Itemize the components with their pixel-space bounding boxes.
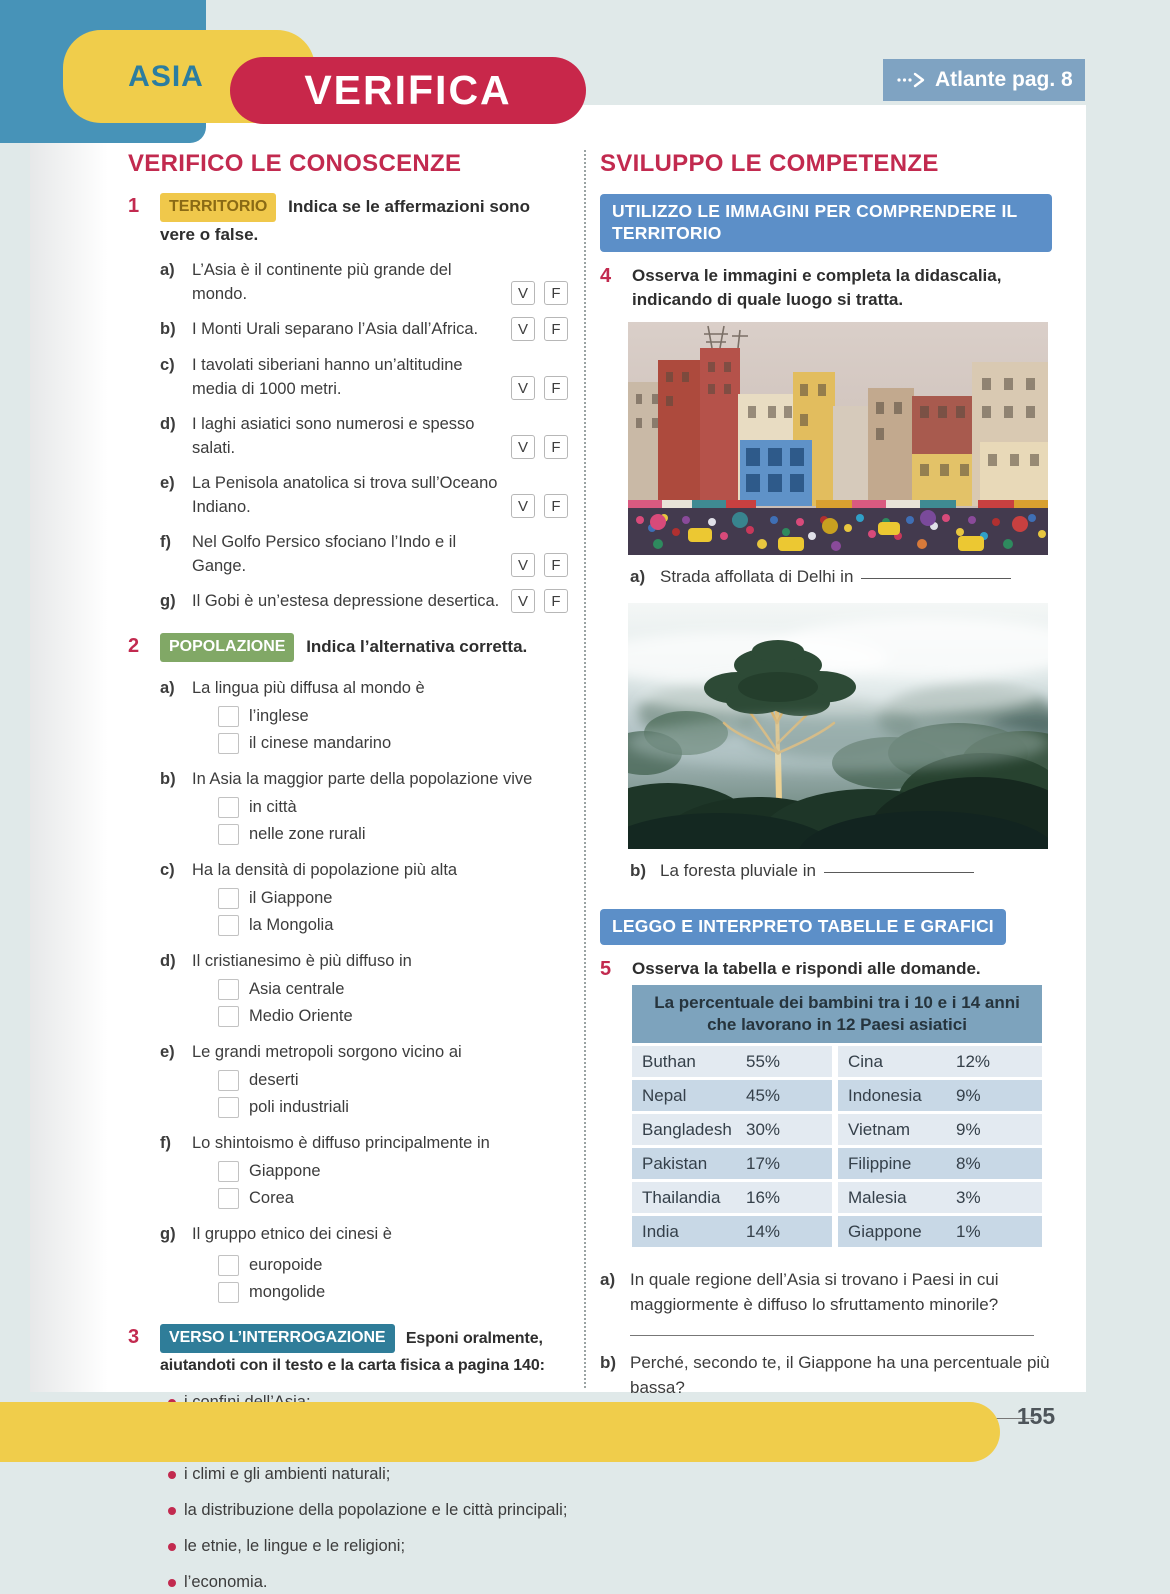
value-cell: 17% (740, 1148, 832, 1179)
country-cell: Malesia (838, 1182, 950, 1213)
option-checkbox[interactable] (218, 1255, 239, 1276)
question-text: Il gruppo etnico dei cinesi è (192, 1225, 392, 1243)
option-label: Corea (249, 1189, 294, 1207)
true-checkbox[interactable]: V (511, 589, 535, 613)
item-label: d) (160, 415, 176, 433)
item-label: d) (160, 952, 176, 970)
bullet-icon (168, 1507, 176, 1515)
true-checkbox[interactable]: V (511, 553, 535, 577)
true-checkbox[interactable]: V (511, 376, 535, 400)
true-checkbox[interactable]: V (511, 435, 535, 459)
bullet-text: i climi e gli ambienti naturali; (184, 1465, 391, 1483)
question-label: b) (600, 1352, 617, 1372)
child-labour-table (632, 985, 1042, 1247)
question-text: Ha la densità di popolazione più alta (192, 861, 458, 879)
option-checkbox[interactable] (218, 1070, 239, 1091)
list-item (168, 1463, 568, 1486)
value-cell: 16% (740, 1182, 832, 1213)
item-label: f) (160, 1134, 171, 1152)
country-cell: Nepal (632, 1080, 740, 1111)
false-checkbox[interactable]: F (544, 553, 568, 577)
mc-question (160, 949, 568, 1027)
exercise-number: 3 (128, 1326, 140, 1348)
item-label: g) (160, 592, 176, 610)
statement-text: I laghi asiatici sono numerosi e spesso salati. (192, 415, 475, 457)
verifica-tab-label: VERIFICA (304, 67, 512, 113)
option-checkbox[interactable] (218, 1097, 239, 1118)
bullet-text: la distribuzione della popolazione e le città principali; (184, 1501, 568, 1519)
value-cell: 14% (740, 1216, 832, 1247)
mc-question (160, 1040, 568, 1118)
option-checkbox[interactable] (218, 1188, 239, 1209)
caption-blank[interactable] (824, 872, 974, 873)
question-text: Perché, secondo te, il Giappone ha una percentuale più bassa? (630, 1352, 1050, 1397)
option-checkbox[interactable] (218, 733, 239, 754)
table-row (632, 1080, 1042, 1111)
exercise-number: 1 (128, 195, 140, 217)
table-row (632, 1148, 1042, 1179)
option-label: mongolide (249, 1283, 326, 1301)
question-b (600, 1350, 1062, 1400)
option-label: europoide (249, 1256, 323, 1274)
country-cell: Filippine (838, 1148, 950, 1179)
option-label: Giappone (249, 1162, 321, 1180)
list-item (168, 1499, 568, 1522)
item-label: c) (160, 356, 175, 374)
value-cell: 9% (950, 1080, 1042, 1111)
table-row (632, 1216, 1042, 1247)
country-cell: Indonesia (838, 1080, 950, 1111)
exercise-instruction: Osserva le immagini e completa la didascalia, indicando di quale luogo si tratta. (632, 265, 1002, 309)
exercise-number: 4 (600, 264, 612, 287)
option-checkbox[interactable] (218, 1282, 239, 1303)
caption-text: La foresta pluviale in (660, 860, 816, 880)
table-row (632, 1114, 1042, 1145)
awnings (628, 500, 1048, 509)
option-label: Asia centrale (249, 980, 345, 998)
topic-badge-interrogazione: VERSO L’INTERROGAZIONE (160, 1324, 395, 1353)
section-heading-knowledge: VERIFICO LE CONOSCENZE (128, 150, 462, 177)
exercise-number: 5 (600, 957, 612, 980)
photo-caption-b (630, 859, 1062, 883)
statement-row (160, 530, 568, 578)
true-checkbox[interactable]: V (511, 494, 535, 518)
question-text: In Asia la maggior parte della popolazione vive (192, 770, 533, 788)
option-checkbox[interactable] (218, 1161, 239, 1182)
exercise-instruction: Esponi oralmente, aiutandoti con il testo e la carta fisica a pagina 140: (160, 1330, 545, 1374)
item-label: g) (160, 1225, 176, 1243)
statement-text: La Penisola anatolica si trova sull’Oceano Indiano. (192, 474, 498, 516)
atlas-link-label: Atlante pag. 8 (935, 68, 1073, 91)
unit-tab-label: ASIA (128, 59, 204, 93)
exercise-instruction: Indica se le affermazioni sono vere o false. (160, 197, 530, 244)
answer-line[interactable] (630, 1333, 1034, 1336)
item-label: e) (160, 1043, 175, 1061)
exercise-4 (600, 264, 1062, 312)
bullet-text: le etnie, le lingue e le religioni; (184, 1537, 406, 1555)
statement-text: Il Gobi è un’estesa depressione desertica. (192, 592, 500, 610)
value-cell: 8% (950, 1148, 1042, 1179)
page-number: 155 (1016, 1403, 1056, 1429)
exercise-number: 2 (128, 635, 140, 657)
option-checkbox[interactable] (218, 797, 239, 818)
country-cell: Thailandia (632, 1182, 740, 1213)
option-checkbox[interactable] (218, 706, 239, 727)
item-label: b) (160, 320, 176, 338)
item-label: e) (160, 474, 175, 492)
mc-question (160, 676, 568, 754)
topic-badge-territorio: TERRITORIO (160, 193, 276, 222)
value-cell: 9% (950, 1114, 1042, 1145)
value-cell: 1% (950, 1216, 1042, 1247)
caption-text: Strada affollata di Delhi in (660, 566, 854, 586)
footer-bar (0, 1402, 1000, 1462)
table-row (632, 1046, 1042, 1077)
value-cell: 12% (950, 1046, 1042, 1077)
atlas-link[interactable] (883, 59, 1085, 101)
value-cell: 30% (740, 1114, 832, 1145)
statement-text: I Monti Urali separano l’Asia dall’Africa. (192, 320, 479, 338)
value-cell: 55% (740, 1046, 832, 1077)
list-item (168, 1535, 568, 1558)
table-row (632, 1182, 1042, 1213)
false-checkbox[interactable]: F (544, 317, 568, 341)
option-label: nelle zone rurali (249, 825, 366, 843)
true-checkbox[interactable]: V (511, 281, 535, 305)
statement-row (160, 258, 568, 306)
option-label: Medio Oriente (249, 1007, 353, 1025)
exercise-2 (128, 634, 568, 1303)
section-heading-competences: SVILUPPO LE COMPETENZE (600, 150, 939, 177)
bullet-icon (168, 1543, 176, 1551)
statement-row (160, 317, 568, 342)
bullet-text: l’economia. (184, 1573, 268, 1591)
statement-row (160, 353, 568, 401)
delhi-street-photo (628, 322, 1048, 555)
rainforest-photo (628, 603, 1048, 849)
topic-badge-popolazione: POPOLAZIONE (160, 633, 294, 662)
item-label: c) (160, 861, 175, 879)
false-checkbox[interactable]: F (544, 494, 568, 518)
option-label: il Giappone (249, 889, 333, 907)
statement-row (160, 589, 568, 614)
exercise-instruction: Osserva la tabella e rispondi alle domande. (632, 958, 981, 978)
option-label: il cinese mandarino (249, 734, 392, 752)
option-checkbox[interactable] (218, 824, 239, 845)
list-item (168, 1571, 568, 1594)
item-label: f) (160, 533, 171, 551)
option-checkbox[interactable] (218, 979, 239, 1000)
question-text: La lingua più diffusa al mondo è (192, 679, 425, 697)
statement-text: I tavolati siberiani hanno un’altitudine media di 1000 metri. (192, 356, 463, 398)
value-cell: 3% (950, 1182, 1042, 1213)
country-cell: Cina (838, 1046, 950, 1077)
question-label: a) (600, 1269, 616, 1289)
caption-label: b) (630, 860, 647, 880)
exercise-instruction: Indica l’alternativa corretta. (306, 637, 528, 656)
exercise-5 (600, 957, 1062, 981)
bullet-icon (168, 1471, 176, 1479)
question-text: Le grandi metropoli sorgono vicino ai (192, 1043, 462, 1061)
country-cell: Pakistan (632, 1148, 740, 1179)
false-checkbox[interactable]: F (544, 281, 568, 305)
country-cell: Vietnam (838, 1114, 950, 1145)
low-mist (628, 715, 1048, 771)
option-label: la Mongolia (249, 916, 334, 934)
photo-caption-a (630, 565, 1062, 589)
country-cell: Buthan (632, 1046, 740, 1077)
dashed-arrow-icon (896, 72, 926, 88)
bullet-icon (168, 1579, 176, 1587)
country-cell: India (632, 1216, 740, 1247)
country-cell: Bangladesh (632, 1114, 740, 1145)
mc-question (160, 858, 568, 936)
exercise-1 (128, 194, 568, 614)
statement-row (160, 412, 568, 460)
option-label: deserti (249, 1071, 299, 1089)
table-title: La percentuale dei bambini tra i 10 e i 14 anni che lavorano in 12 Paesi asiatici (632, 985, 1042, 1043)
mc-question (160, 767, 568, 845)
item-label: b) (160, 770, 176, 788)
option-checkbox[interactable] (218, 1006, 239, 1027)
mc-question (160, 1222, 568, 1303)
caption-blank[interactable] (861, 578, 1011, 579)
item-label: a) (160, 261, 175, 279)
option-label: l’inglese (249, 707, 309, 725)
question-text: Il cristianesimo è più diffuso in (192, 952, 412, 970)
false-checkbox[interactable]: F (544, 376, 568, 400)
question-text: Lo shintoismo è diffuso principalmente in (192, 1134, 490, 1152)
mc-question (160, 1131, 568, 1209)
statement-text: L’Asia è il continente più grande del mondo. (192, 261, 452, 303)
column-divider (584, 150, 586, 1388)
statement-row (160, 471, 568, 519)
country-cell: Giappone (838, 1216, 950, 1247)
option-checkbox[interactable] (218, 915, 239, 936)
left-column (128, 150, 568, 1594)
option-checkbox[interactable] (218, 888, 239, 909)
option-label: in città (249, 798, 297, 816)
value-cell: 45% (740, 1080, 832, 1111)
statement-text: Nel Golfo Persico sfociano l’Indo e il Gange. (192, 533, 457, 575)
false-checkbox[interactable]: F (544, 589, 568, 613)
question-text: In quale regione dell’Asia si trovano i Paesi in cui maggiormente è diffuso lo sfruttamento minorile? (630, 1269, 999, 1314)
competence-banner-images: UTILIZZO LE IMMAGINI PER COMPRENDERE IL TERRITORIO (600, 194, 1052, 252)
option-label: poli industriali (249, 1098, 349, 1116)
verifica-tab (230, 57, 586, 124)
question-a (600, 1267, 1062, 1317)
item-label: a) (160, 679, 175, 697)
caption-label: a) (630, 566, 646, 586)
competence-banner-tables: LEGGO E INTERPRETO TABELLE E GRAFICI (600, 909, 1006, 945)
right-column (600, 150, 1062, 1431)
true-checkbox[interactable]: V (511, 317, 535, 341)
false-checkbox[interactable]: F (544, 435, 568, 459)
